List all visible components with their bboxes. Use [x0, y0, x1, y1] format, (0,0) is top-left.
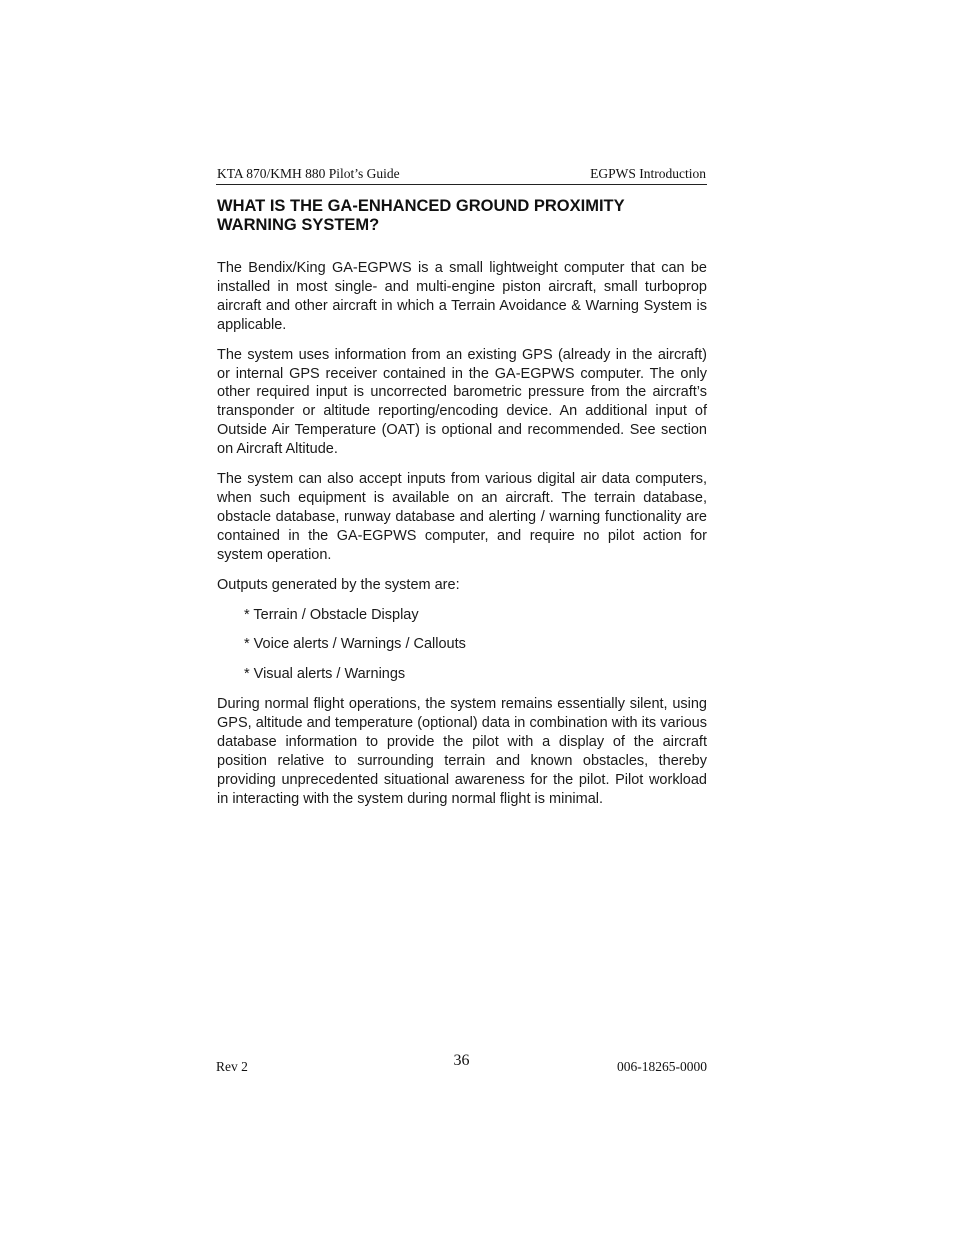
header-guide-title: KTA 870/KMH 880 Pilot’s Guide: [217, 166, 400, 181]
paragraph-air-data: The system can also accept inputs from various digital air data computers, when such equipment is available on an aircraft. The terrain database, obstacle database, runway database and alerting / warning functionality are contained in the GA-EGPWS computer, and require no pilot action for system operation.: [217, 471, 707, 563]
paragraph-inputs: The system uses information from an existing GPS (already in the aircraft) or internal GPS receiver contained in the GA-EGPWS computer. The only other required input is uncorrected barometric pressure from the aircraft’s transponder or altitude reporting/encoding device. An additional input of Outside Air Temperature (OAT) is optional and recommended. See section on Aircraft Altitude.: [217, 346, 707, 458]
page-footer: [216, 1052, 707, 1078]
section-heading: [217, 197, 717, 234]
paragraph-normal-operations: During normal flight operations, the system remains essentially silent, using GPS, altitude and temperature (optional) data in combination with its various database information to provide the pilot with a display of the aircraft position relative to surrounding terrain and known obstacles, thereby providing unprecedented situational awareness for the pilot. Pilot workload in interacting with the system during normal flight is minimal.: [217, 696, 707, 807]
paragraph-intro: The Bendix/King GA-EGPWS is a small lightweight computer that can be installed in most single- and multi-engine piston aircraft, small turboprop aircraft and other aircraft in which a Terrain Avoidance & Warning System is applicable.: [217, 260, 707, 333]
footer-page-number: 36: [453, 1052, 470, 1069]
paragraph-outputs-lead: Outputs generated by the system are:: [217, 576, 460, 593]
output-item-terrain-display: * Terrain / Obstacle Display: [244, 606, 419, 623]
header-chapter-title: EGPWS Introduction: [590, 166, 706, 181]
footer-part-number: 006-18265-0000: [617, 1059, 707, 1074]
body-text: [217, 259, 707, 820]
section-heading-line-1: WHAT IS THE GA-ENHANCED GROUND PROXIMITY: [217, 197, 625, 215]
running-header: [216, 165, 707, 185]
section-heading-line-2: WARNING SYSTEM?: [217, 215, 380, 234]
output-item-visual-alerts: * Visual alerts / Warnings: [244, 666, 406, 683]
output-item-voice-alerts: * Voice alerts / Warnings / Callouts: [244, 636, 466, 653]
footer-revision: Rev 2: [216, 1059, 248, 1074]
